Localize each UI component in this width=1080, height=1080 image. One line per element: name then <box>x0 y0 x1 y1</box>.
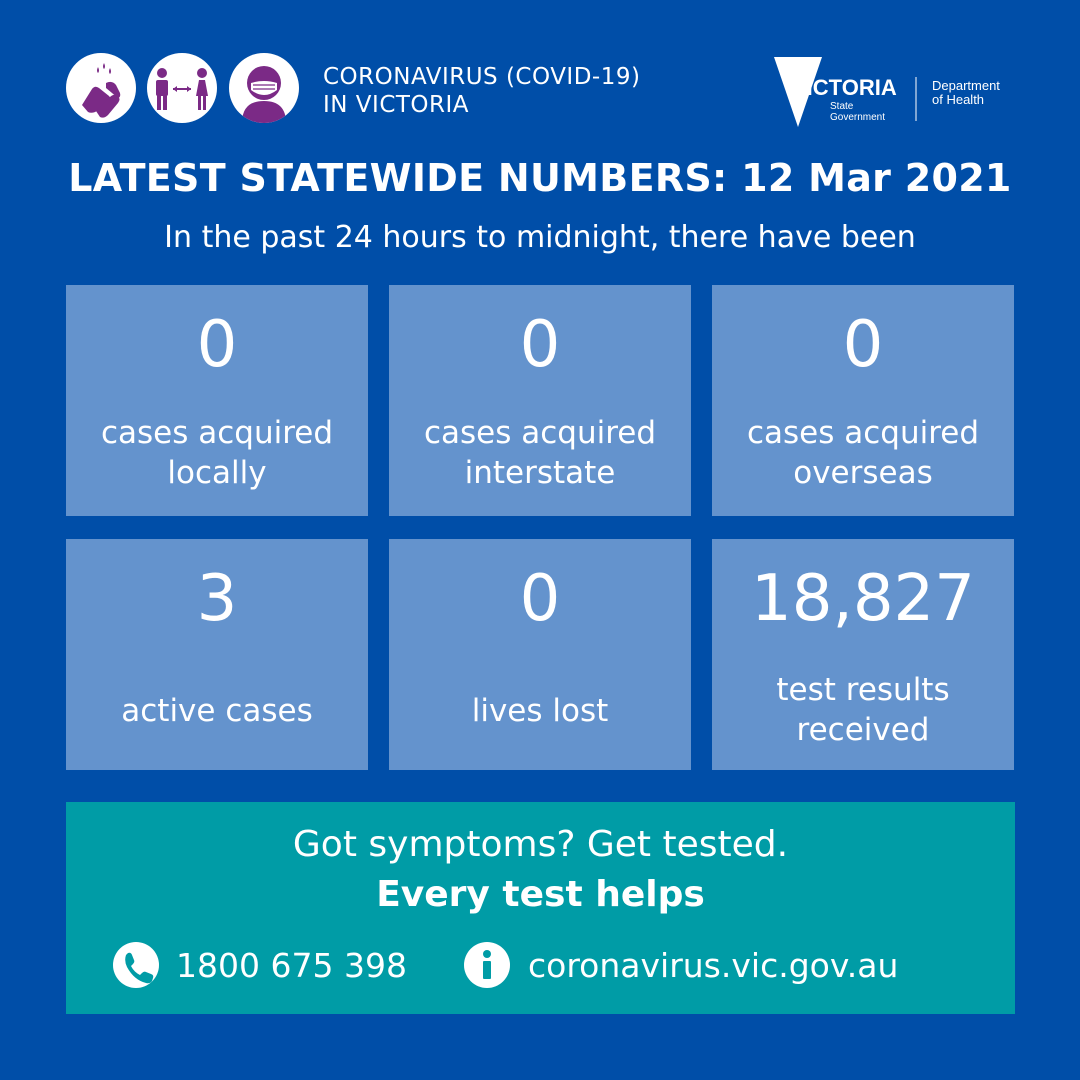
stat-value: 18,827 <box>751 562 975 636</box>
stat-value: 3 <box>196 562 238 636</box>
stat-value: 0 <box>842 308 884 382</box>
stat-label-line2: interstate <box>464 455 616 491</box>
headline: LATEST STATEWIDE NUMBERS: 12 Mar 2021 <box>68 156 1012 200</box>
cta-line1: Got symptoms? Get tested. <box>292 824 789 865</box>
stat-tile-locally <box>66 285 368 516</box>
stat-label-line1: cases acquired <box>423 415 657 451</box>
call-to-action-panel <box>66 802 1015 1014</box>
logo-department-text: Department <box>932 78 1000 93</box>
info-icon <box>464 942 510 988</box>
logo-state-text: State <box>830 101 854 112</box>
website-link[interactable]: coronavirus.vic.gov.au <box>528 946 899 985</box>
logo-government-text: Government <box>830 112 886 123</box>
header-title-line1: CORONAVIRUS (COVID-19) <box>323 64 641 90</box>
phone-icon <box>113 942 159 988</box>
cta-line2: Every test helps <box>376 874 705 915</box>
stat-value: 0 <box>196 308 238 382</box>
phone-number[interactable]: 1800 675 398 <box>176 946 407 985</box>
stat-label-line1: test results <box>776 672 950 708</box>
face-mask-icon <box>229 53 299 123</box>
subheadline: In the past 24 hours to midnight, there have been <box>164 220 916 255</box>
logo-victoria-text: VICTORIA <box>792 75 897 100</box>
stat-tile-interstate <box>389 285 691 516</box>
stat-tile-test-results <box>712 539 1014 770</box>
social-distancing-icon <box>147 53 217 123</box>
stat-label-line1: active cases <box>121 693 313 729</box>
stat-label-line2: locally <box>167 455 267 491</box>
victoria-government-logo <box>772 55 1022 130</box>
stat-tile-lives-lost <box>389 539 691 770</box>
header-title-line2: IN VICTORIA <box>323 92 470 118</box>
stat-tile-active-cases <box>66 539 368 770</box>
stat-label-line1: lives lost <box>471 693 609 729</box>
stat-label-line1: cases acquired <box>100 415 334 451</box>
stat-value: 0 <box>519 562 561 636</box>
stat-label-line2: received <box>796 712 930 748</box>
stat-tile-overseas <box>712 285 1014 516</box>
stat-value: 0 <box>519 308 561 382</box>
logo-of-health-text: of Health <box>932 92 985 107</box>
handwashing-icon <box>66 53 136 123</box>
stat-label-line2: overseas <box>793 455 933 491</box>
header-title <box>323 63 640 119</box>
stat-label-line1: cases acquired <box>746 415 980 451</box>
